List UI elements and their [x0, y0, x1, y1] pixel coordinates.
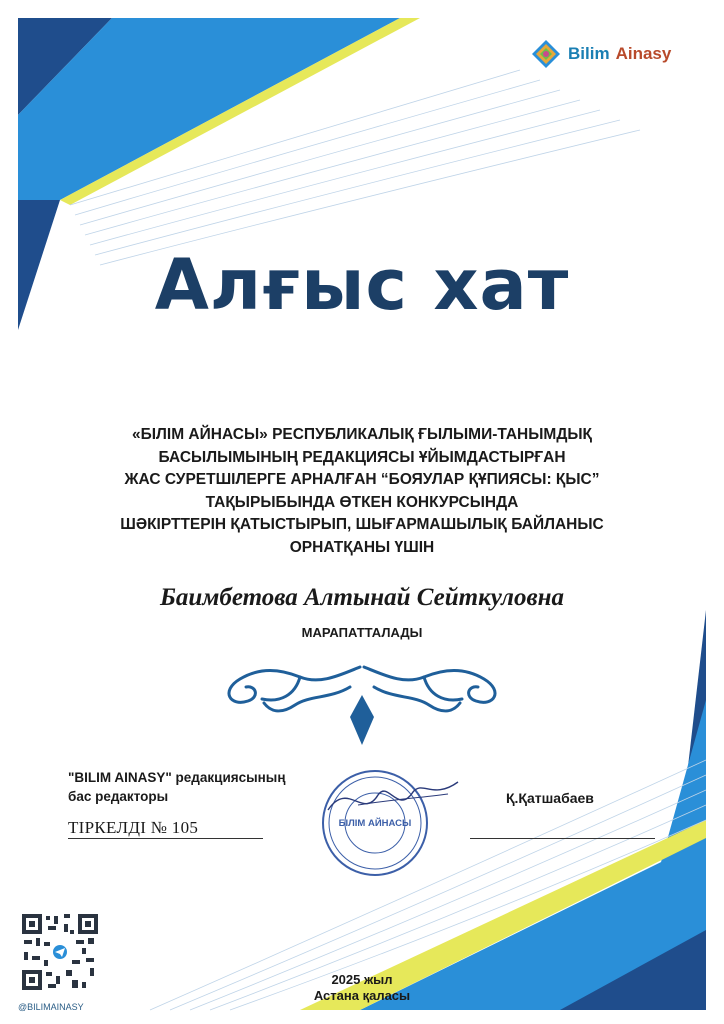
issue-year: 2025 жыл: [331, 972, 393, 987]
issue-city: Астана қаласы: [313, 988, 411, 1003]
signature-line-left: [68, 838, 263, 839]
issue-date-place: [0, 972, 724, 1004]
reason-line: ЖАС СУРЕТШІЛЕРГЕ АРНАЛҒАН “БОЯУЛАР ҚҰПИЯСЫ: ҚЫС”: [124, 471, 600, 488]
logo-word-ainasy: Ainasy: [615, 44, 672, 63]
reason-line: ТАҚЫРЫБЫНДА ӨТКЕН КОНКУРСЫНДА: [205, 493, 519, 511]
awarded-label: МАРАПАТТАЛАДЫ: [301, 625, 423, 640]
logo: [530, 34, 710, 74]
reason-line: ОРНАТҚАНЫ ҮШІН: [289, 538, 435, 556]
logo-word-bilim: Bilim: [568, 44, 610, 63]
certificate-title: Алғыс хат: [154, 244, 570, 326]
signature: [318, 770, 468, 830]
logo-mark-icon: [530, 38, 562, 70]
signature-line-right: [470, 838, 655, 839]
stamp-center-text: БІЛІМ АЙНАСЫ: [338, 818, 412, 829]
award-reason: [60, 424, 664, 559]
editor-line-2: бас редакторы: [68, 789, 169, 804]
editor-title: [68, 768, 286, 806]
editor-line-1: "BILIM AINASY" редакциясының: [68, 770, 286, 785]
reason-line: ШӘКІРТТЕРІН ҚАТЫСТЫРЫП, ШЫҒАРМАШЫЛЫҚ БАЙЛАНЫС: [120, 516, 604, 533]
signer-name: Қ.Қатшабаев: [506, 790, 594, 806]
recipient-name: Баимбетова Алтынай Сейткуловна: [159, 584, 565, 611]
reason-line: БАСЫЛЫМЫНЫҢ РЕДАКЦИЯСЫ ҰЙЫМДАСТЫРҒАН: [158, 448, 566, 466]
registration-number: ТІРКЕЛДІ № 105: [68, 818, 199, 837]
ornament-flourish: [200, 655, 524, 747]
reason-line: «БІЛІМ АЙНАСЫ» РЕСПУБЛИКАЛЫҚ ҒЫЛЫМИ-ТАНЫМДЫҚ: [131, 426, 593, 443]
social-handle[interactable]: @BILIMAINASY: [18, 1002, 84, 1012]
